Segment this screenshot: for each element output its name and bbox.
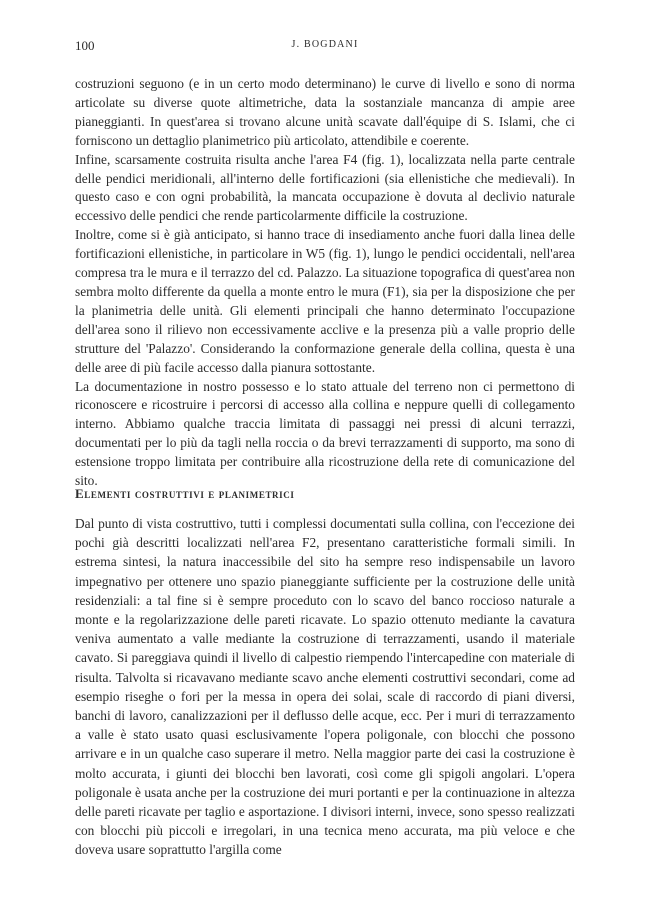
- paragraph: La documentazione in nostro possesso e lo stato attuale del terreno non ci permettono di riconoscere e ricostruire i percorsi di accesso alla collina e neppure quelli di collegamento interno. Abbiamo qualche traccia limitata di passaggi nei pressi di alcuni terrazzi, documentati per lo più da tagli nella roccia o da brevi terrazzamenti di supporto, ma sono di estensione troppo limitata per contribuire alla ricostruzione della rete di comunicazione del sito.: [75, 378, 575, 489]
- page-header: [75, 38, 575, 54]
- paragraph: costruzioni seguono (e in un certo modo determinano) le curve di livello e sono di norma articolate su diverse quote altimetriche, data la sostanziale mancanza di ampie aree pianeggianti. In quest'area si trovano alcune unità scavate dall'équipe di S. Islami, che ci forniscono un dettaglio planimetrico più articolato, attendibile e coerente.: [75, 76, 575, 148]
- page-number: 100: [75, 38, 95, 53]
- body-text-top: [75, 75, 575, 491]
- section-heading: Elementi costruttivi e planimetrici: [75, 486, 295, 501]
- running-head: J. BOGDANI: [291, 39, 359, 50]
- paragraph: Dal punto di vista costruttivo, tutti i complessi documentati sulla collina, con l'eccezione dei pochi già descritti localizzati nell'area F2, presentano caratteristiche formali simili. In estrema sintesi, la natura inaccessibile del sito ha sempre reso indispensabile un lavoro impegnativo per ottenere uno spazio pianeggiante sufficiente per la costruzione delle unità residenziali: a tal fine si è sempre proceduto con lo scavo del banco roccioso naturale a monte e la regolarizzazione delle pareti ricavate. Lo spazio ottenuto mediante la cavatura veniva aumentato a valle mediante la costruzione di terrazzamenti, usando il materiale cavato. Si pareggiava quindi il livello di calpestio riempendo l'intercapedine con materiale di risulta. Talvolta si ricavavano mediante scavo anche elementi costruttivi secondari, come ad esempio riseghe o fori per la messa in opera dei solai, scale di raccordo di piani diversi, banchi di lavoro, canalizzazioni per il deflusso delle acque, ecc. Per i muri di terrazzamento a valle è stato usato quasi esclusivamente l'opera poligonale, con blocchi che possono arrivare e in un qualche caso superare il metro. Nella maggior parte dei casi la costruzione è molto accurata, i giunti dei blocchi ben lavorati, così come gli spigoli angolari. L'opera poligonale è usata anche per la costruzione dei muri portanti e per la continuazione in altezza delle pareti ricavate per taglio e asportazione. I divisori interni, invece, sono spesso realizzati con blocchi più piccoli e irregolari, in una tecnica meno accurata, ma più veloce e che doveva usare soprattutto l'argilla come: [75, 516, 575, 858]
- paragraph: Infine, scarsamente costruita risulta anche l'area F4 (fig. 1), localizzata nella parte centrale delle pendici meridionali, all'interno delle fortificazioni (sia ellenistiche che medievali). In questo caso e con ogni probabilità, la mancata occupazione è dovuta al declivio naturale eccessivo delle pendici che rende particolarmente difficile la costruzione.: [75, 151, 575, 224]
- body-text-bottom: [75, 514, 575, 860]
- paragraph: Inoltre, come si è già anticipato, si hanno trace di insediamento anche fuori dalla linea delle fortificazioni ellenistiche, in particolare in W5 (fig. 1), lungo le pendici occidentali, nell'area compresa tra le mura e il terrazzo del cd. Palazzo. La situazione topografica di quest'area non sembra molto differente da quella a monte entro le mura (F1), sia per la disposizione che per la planimetria delle unità. Gli elementi principali che hanno determinato l'occupazione dell'area sono il rilievo non eccessivamente acclive e la presenza più a valle proprio delle strutture del 'Palazzo'. Considerando la conformazione generale della collina, questa è una delle aree di più facile accesso dalla pianura sottostante.: [75, 227, 575, 375]
